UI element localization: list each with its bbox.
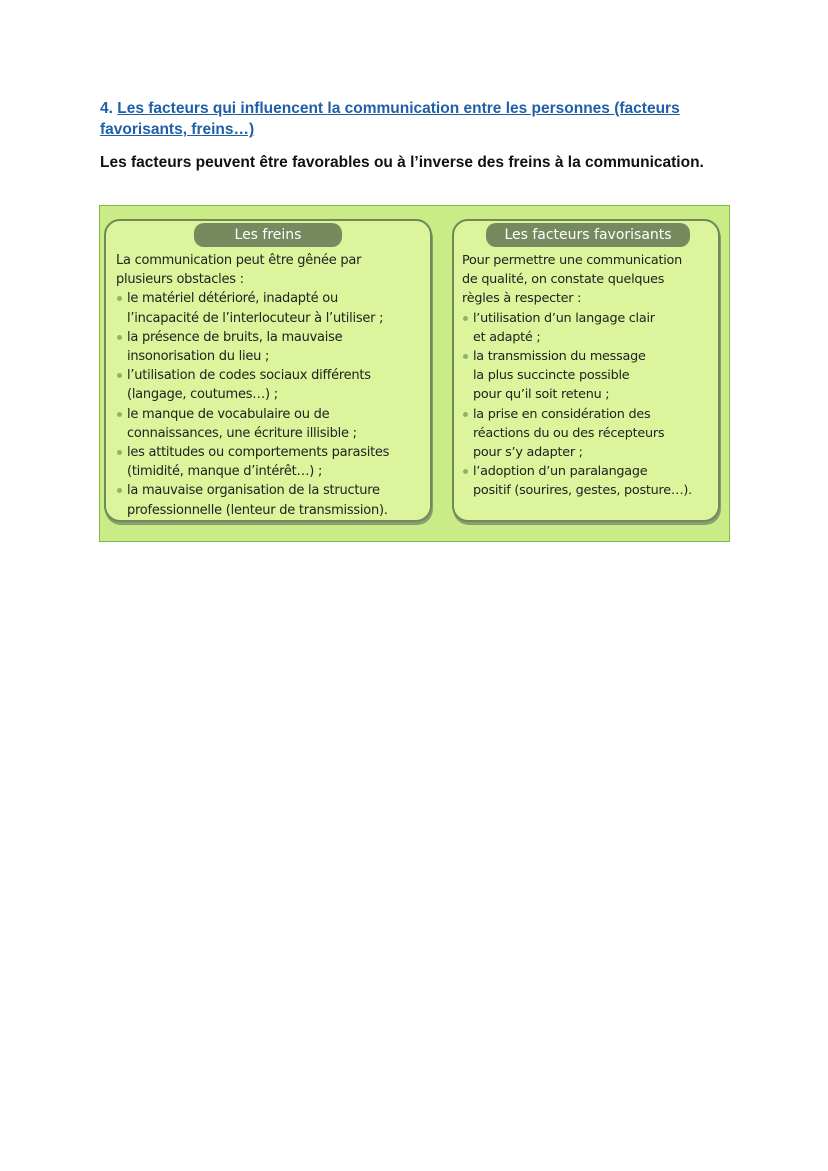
freins-intro: La communication peut être gênée par plusieurs obstacles : xyxy=(116,253,362,288)
favorisants-intro: Pour permettre une communication de qualité, on constate quelques règles à respecter : xyxy=(462,253,682,307)
list-item: la prise en considération des réactions du ou des récepteurs pour s’y adapter ; xyxy=(462,405,714,463)
list-item: la transmission du message la plus succincte possible pour qu’il soit retenu ; xyxy=(462,347,714,405)
list-item: la mauvaise organisation de la structure professionnelle (lenteur de transmission). xyxy=(116,481,424,519)
list-item: les attitudes ou comportements parasites (timidité, manque d’intérêt…) ; xyxy=(116,443,424,481)
comparison-panel xyxy=(99,205,730,542)
favorisants-card-title: Les facteurs favorisants xyxy=(486,223,690,247)
list-item: le manque de vocabulaire ou de connaissances, une écriture illisible ; xyxy=(116,405,424,443)
section-title-link[interactable]: Les facteurs qui influencent la communication entre les personnes (facteurs favorisants, freins…) xyxy=(100,100,680,138)
favorisants-card-body xyxy=(462,251,714,501)
list-item: l’adoption d’un paralangage positif (sourires, gestes, posture…). xyxy=(462,462,714,500)
section-heading xyxy=(100,98,740,140)
favorisants-card xyxy=(452,219,720,522)
intro-paragraph: Les facteurs peuvent être favorables ou à l’inverse des freins à la communication. xyxy=(100,154,704,171)
freins-card-title: Les freins xyxy=(194,223,342,247)
list-item: l’utilisation de codes sociaux différents (langage, coutumes…) ; xyxy=(116,366,424,404)
section-number: 4. xyxy=(100,100,113,117)
freins-card xyxy=(104,219,432,522)
favorisants-list xyxy=(462,309,714,501)
freins-list xyxy=(116,289,424,519)
freins-card-body xyxy=(116,251,424,520)
list-item: le matériel détérioré, inadapté ou l’incapacité de l’interlocuteur à l’utiliser ; xyxy=(116,289,424,327)
list-item: la présence de bruits, la mauvaise insonorisation du lieu ; xyxy=(116,328,424,366)
list-item: l’utilisation d’un langage clair et adapté ; xyxy=(462,309,714,347)
